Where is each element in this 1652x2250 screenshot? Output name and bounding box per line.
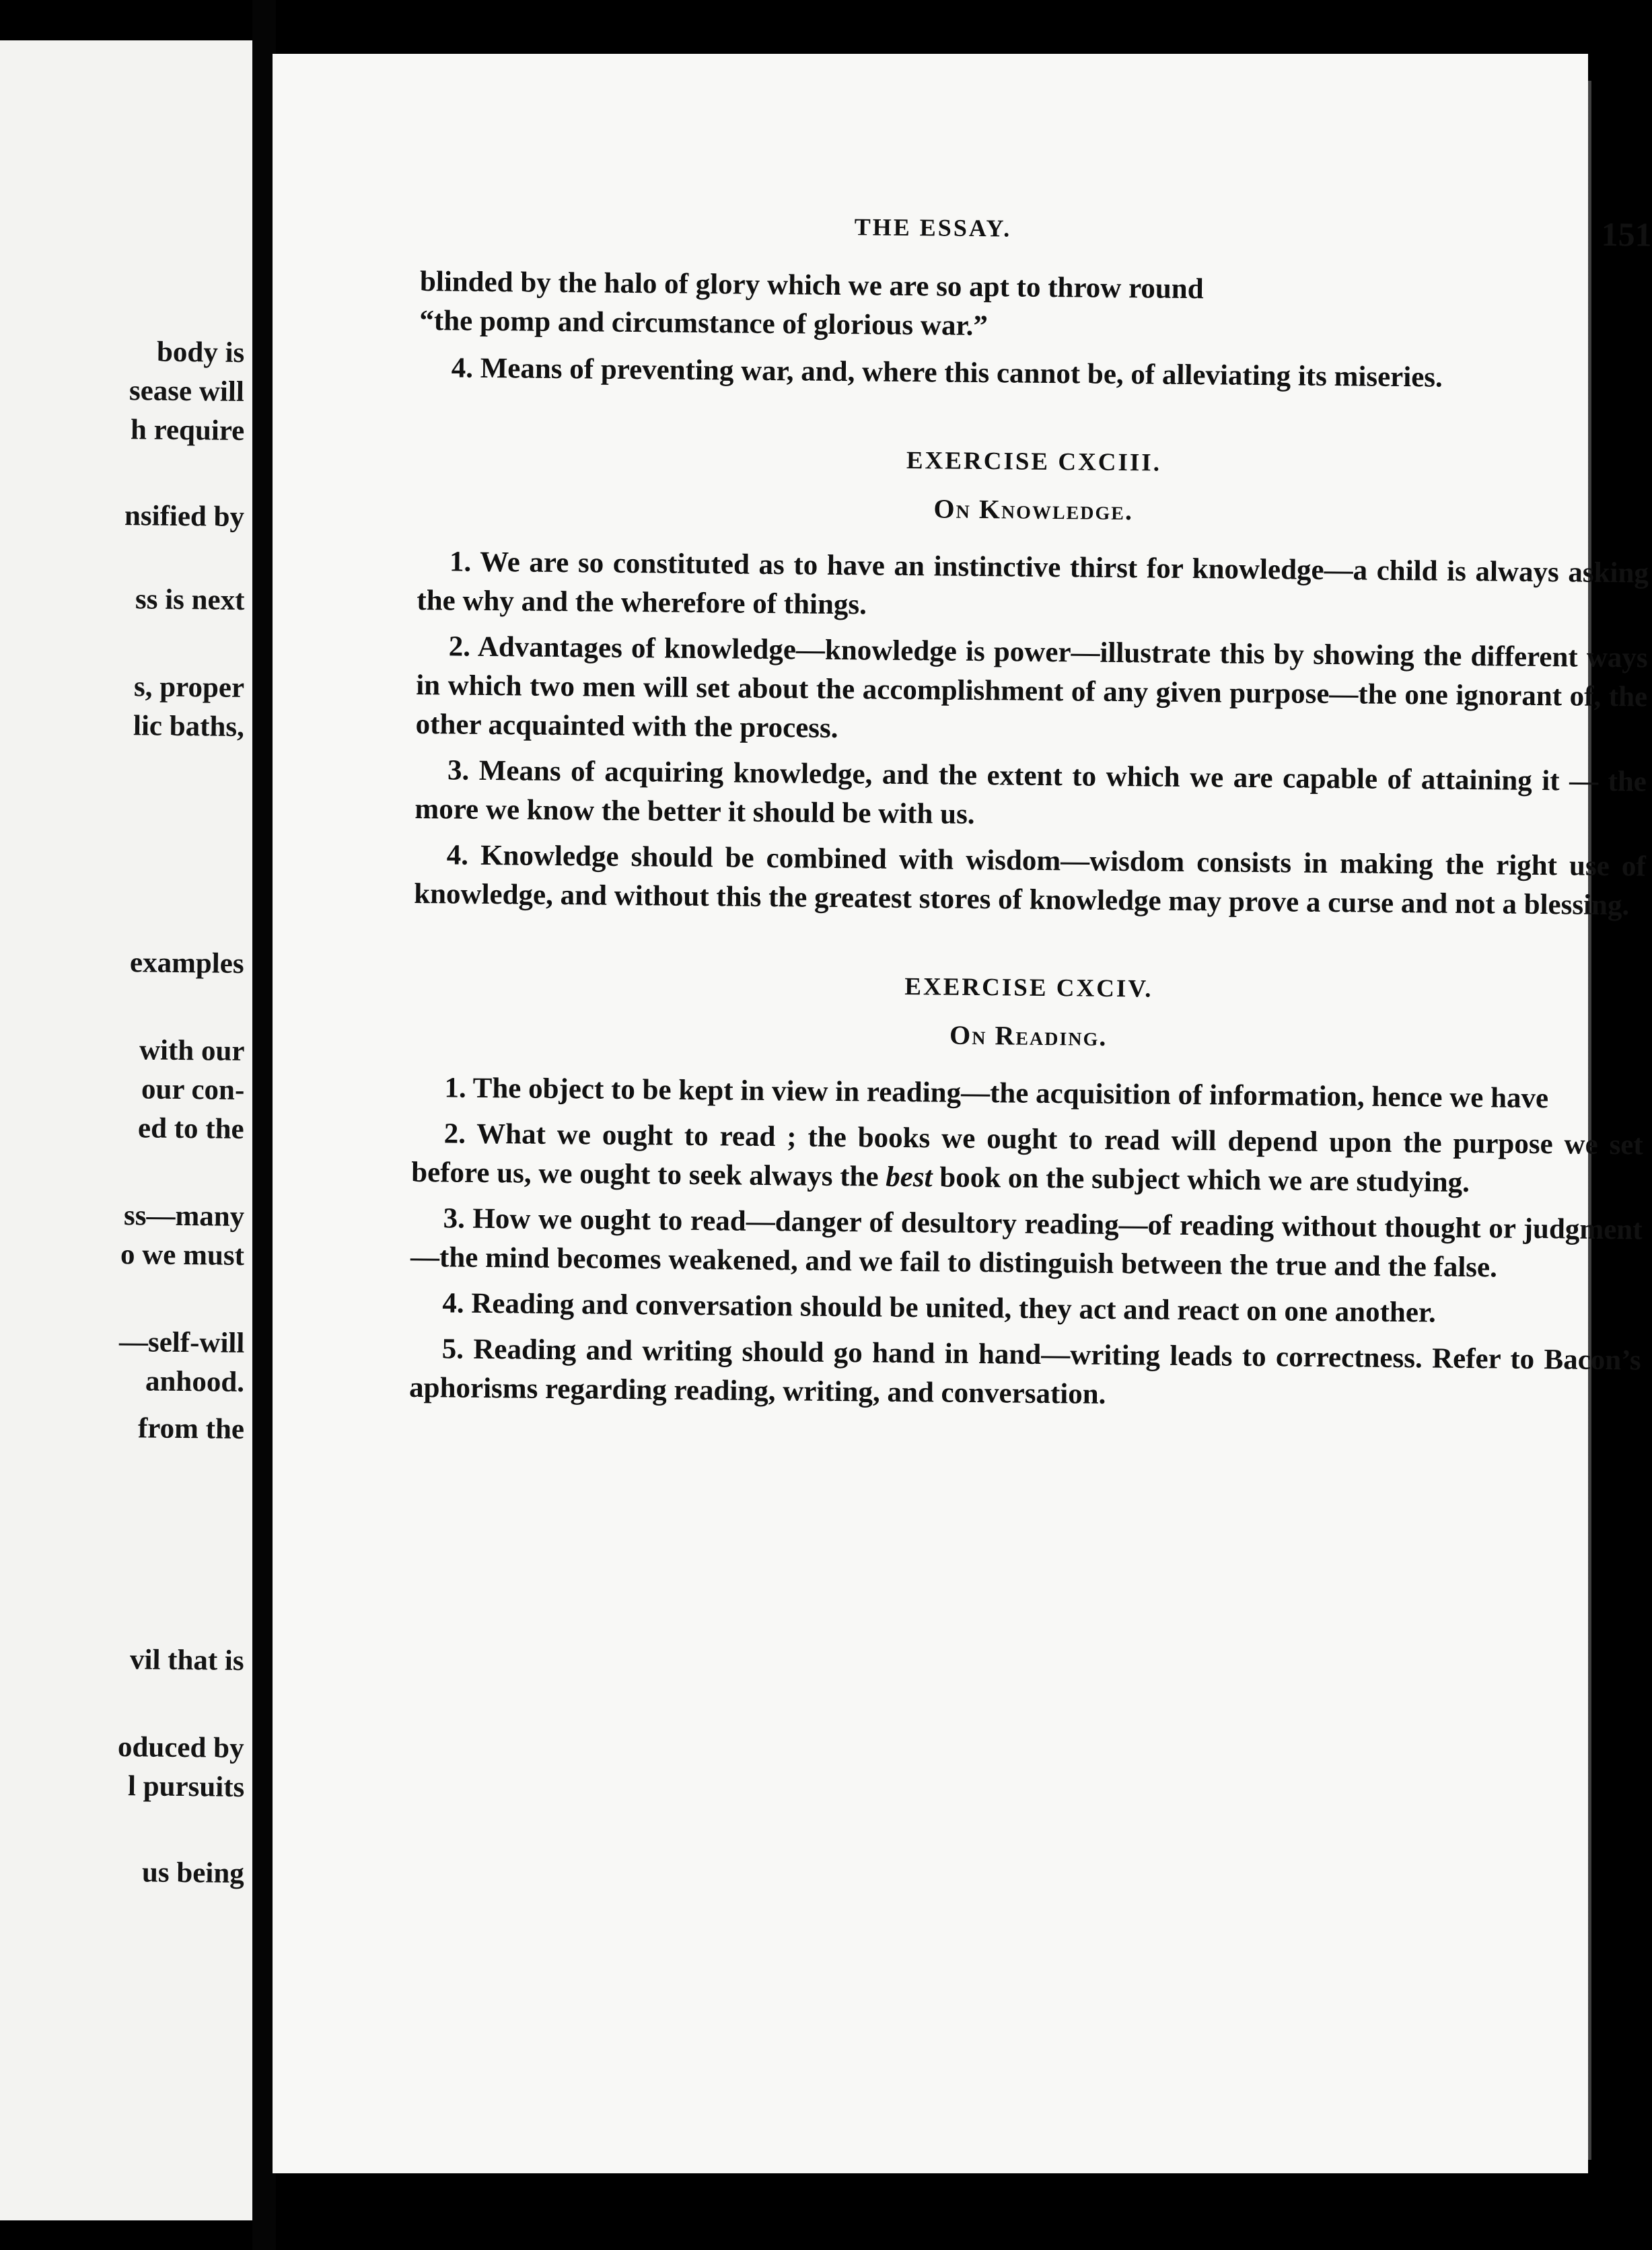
reading-point-1: 1. The object to be kept in view in reading—the acquisition of information, hence we have	[444, 1072, 1549, 1115]
on-knowledge-heading: On Knowledge.	[933, 493, 1134, 526]
left-page-line: ss—many	[123, 1200, 245, 1233]
reading-point-2	[411, 1114, 1643, 1204]
continued-paragraph	[419, 262, 1651, 353]
running-title: THE ESSAY.	[854, 213, 1012, 242]
reading-point-2-text: 2. What we ought to read ; the books we ought to read will depend upon the purpose we set before us, we ought to seek always the	[411, 1118, 1643, 1193]
book-page	[273, 54, 1652, 2173]
left-page-line: —self-will	[118, 1326, 245, 1359]
left-page-line: oduced by	[118, 1731, 245, 1764]
continued-line: blinded by the halo of glory which we are so apt to throw round	[419, 265, 1204, 305]
page-text-block	[409, 209, 1652, 1426]
war-point-4: 4. Means of preventing war, and, where this cannot be, of alleviating its miseries.	[451, 352, 1443, 394]
left-page-line: with our	[139, 1034, 245, 1067]
left-page-line: h require	[130, 414, 245, 447]
left-page-line: ss is next	[135, 583, 245, 616]
left-page-line: anhood.	[145, 1365, 245, 1398]
left-page-line: our con-	[141, 1073, 245, 1106]
knowledge-point-2: 2. Advantages of knowledge—knowledge is power—illustrate this by showing the different ways in which two men will set about the accomplishment of any given purpose—the one ignorant of, the other acquainted with the process.	[415, 630, 1648, 744]
page-number: 151	[1601, 215, 1652, 254]
left-page-line: body is	[156, 336, 245, 369]
left-page-line: from the	[137, 1412, 245, 1445]
exercise-193-heading: EXERCISE CXCIII.	[906, 446, 1162, 477]
knowledge-point-3: 3. Means of acquiring knowledge, and the extent to which we are capable of attaining it — the more we know the better it should be with us.	[415, 754, 1647, 830]
knowledge-point-1: 1. We are so constituted as to have an instinctive thirst for knowledge—a child is always asking the why and the wherefore of things.	[417, 546, 1649, 621]
reading-point-2-text-end: book on the subject which we are studying.	[932, 1161, 1470, 1199]
exercise-194-heading: EXERCISE CXCIV.	[904, 972, 1153, 1003]
left-page-line: s, proper	[133, 671, 245, 704]
on-reading-heading: On Reading.	[949, 1019, 1108, 1052]
left-page-line: vil that is	[130, 1644, 245, 1677]
left-page-line: lic baths,	[133, 710, 245, 743]
left-page-line: examples	[130, 947, 245, 980]
emphasis-best: best	[886, 1161, 933, 1194]
reading-point-4: 4. Reading and conversation should be united, they act and react on one another.	[442, 1287, 1437, 1329]
continued-line: “the pomp and circumstance of glorious war.”	[419, 304, 989, 342]
left-page-fragment	[0, 40, 252, 2220]
reading-point-5: 5. Reading and writing should go hand in hand—writing leads to correctness. Refer to Bacon’s aphorisms regarding reading, writing, and conversation.	[408, 1333, 1641, 1410]
reading-point-3: 3. How we ought to read—danger of desultory reading—of reading without thought or judgment—the mind becomes weakened, and we fail to distinguish between the true and the false.	[410, 1202, 1643, 1284]
left-page-line: sease will	[129, 375, 245, 408]
left-page-line: o we must	[120, 1239, 245, 1272]
left-page-line: ed to the	[138, 1112, 245, 1145]
left-page-line: us being	[141, 1856, 245, 1889]
knowledge-point-4: 4. Knowledge should be combined with wisdom—wisdom consists in making the right use of knowledge, and without this the greatest stores of knowledge may prove a curse and not a blessing.	[413, 839, 1646, 922]
left-page-line: l pursuits	[127, 1770, 245, 1803]
left-page-line: nsified by	[124, 500, 245, 533]
